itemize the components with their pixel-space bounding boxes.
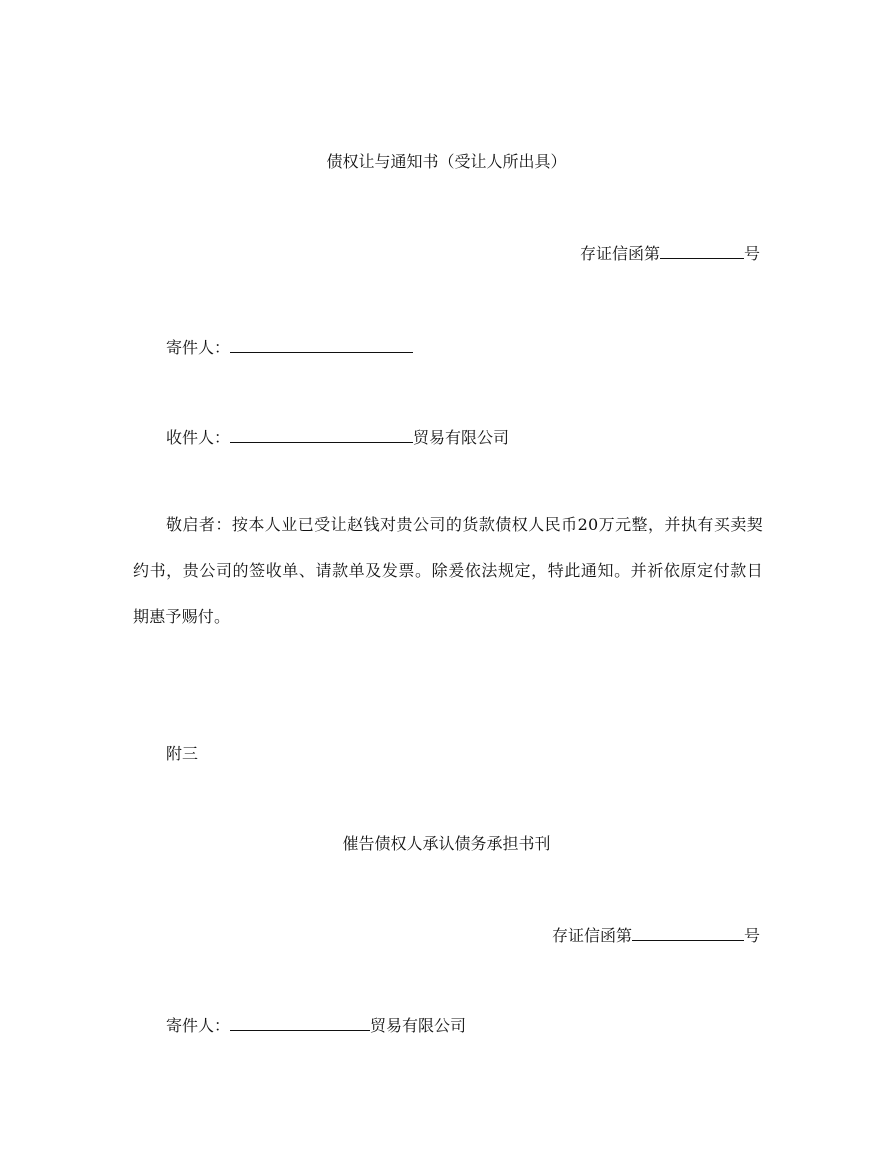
ref-suffix: 号 xyxy=(743,926,760,945)
ref-prefix: 存证信函第 xyxy=(551,926,632,945)
recipient-blank xyxy=(230,427,413,443)
recipient-label: 收件人： xyxy=(166,428,231,447)
sender-blank xyxy=(230,337,413,353)
sender-label: 寄件人： xyxy=(166,1016,231,1035)
doc1-recipient-line xyxy=(166,427,509,448)
ref-number-blank xyxy=(660,243,744,259)
ref-number-blank xyxy=(632,925,744,941)
sender-blank xyxy=(230,1015,370,1031)
ref-prefix: 存证信函第 xyxy=(579,244,660,263)
ref-suffix: 号 xyxy=(743,244,760,263)
doc1-sender-line xyxy=(166,337,413,358)
doc2-sender-line xyxy=(166,1015,466,1036)
doc2-reference-number xyxy=(552,925,760,946)
doc1-reference-number xyxy=(580,243,760,264)
appendix-label: 附三 xyxy=(166,744,199,763)
doc1-title: 债权让与通知书（受让人所出具） xyxy=(326,152,567,171)
doc1-body-paragraph: 敬启者：按本人业已受让赵钱对贵公司的货款债权人民币20万元整，并执有买卖契约书，贵公司的签收单、请款单及发票。除爰依法规定，特此通知。并祈依原定付款日期惠予赐付。 xyxy=(133,515,763,626)
sender-label: 寄件人： xyxy=(166,338,231,357)
doc2-title: 催告债权人承认债务承担书刊 xyxy=(342,834,551,853)
recipient-suffix: 贸易有限公司 xyxy=(413,428,510,447)
sender-suffix: 贸易有限公司 xyxy=(370,1016,467,1035)
